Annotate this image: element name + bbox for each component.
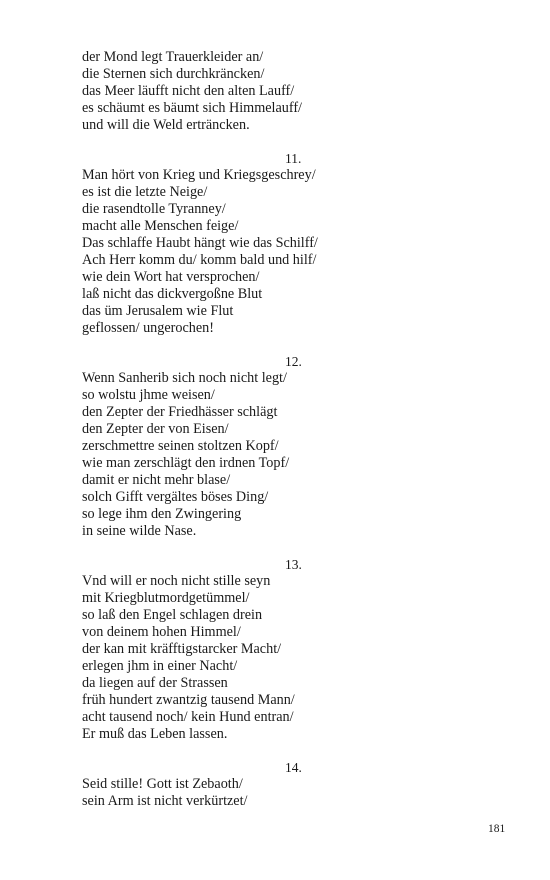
verse-line: Wenn Sanherib sich noch nicht legt/ xyxy=(82,370,287,386)
verse-line: den Zepter der Friedhässer schlägt xyxy=(82,404,278,420)
verse-line: der Mond legt Trauerkleider an/ xyxy=(82,49,264,65)
verse-line: sein Arm ist nicht verkürtzet/ xyxy=(82,793,248,809)
verse-line: die Sternen sich durchkräncken/ xyxy=(82,66,265,82)
verse-line: der kan mit kräfftigstarcker Macht/ xyxy=(82,641,282,657)
verse-line: so wolstu jhme weisen/ xyxy=(82,387,215,403)
verse-line: das üm Jerusalem wie Flut xyxy=(82,303,234,319)
verse-line: Das schlaffe Haubt hängt wie das Schilff/ xyxy=(82,235,318,251)
stanza-continuation xyxy=(82,49,482,134)
verse-line: zerschmettre seinen stoltzen Kopf/ xyxy=(82,438,279,454)
stanza-number: 11. xyxy=(285,151,302,166)
verse-line: Ach Herr komm du/ komm bald und hilf/ xyxy=(82,252,317,268)
stanza-11 xyxy=(82,150,482,337)
verse-line: so laß den Engel schlagen drein xyxy=(82,607,263,623)
stanza-13 xyxy=(82,556,482,743)
verse-line: wie man zerschlägt den irdnen Topf/ xyxy=(82,455,290,471)
stanza-12 xyxy=(82,353,482,540)
verse-line: solch Gifft vergältes böses Ding/ xyxy=(82,489,269,505)
verse-line: Man hört von Krieg und Kriegsgeschrey/ xyxy=(82,167,316,183)
stanza-number: 13. xyxy=(285,557,302,572)
verse-line: Vnd will er noch nicht stille seyn xyxy=(82,573,271,589)
verse-line: früh hundert zwantzig tausend Mann/ xyxy=(82,692,295,708)
verse-line: erlegen jhm in einer Nacht/ xyxy=(82,658,238,674)
stanza-number: 14. xyxy=(285,760,302,775)
verse-line: wie dein Wort hat versprochen/ xyxy=(82,269,260,285)
verse-line: laß nicht das dickvergoßne Blut xyxy=(82,286,263,302)
verse-line: mit Kriegblutmordgetümmel/ xyxy=(82,590,250,606)
verse-line: da liegen auf der Strassen xyxy=(82,675,228,691)
stanza-14 xyxy=(82,759,482,810)
verse-line: so lege ihm den Zwingering xyxy=(82,506,242,522)
verse-line: geflossen/ ungerochen! xyxy=(82,320,214,336)
verse-line: macht alle Menschen feige/ xyxy=(82,218,239,234)
page-number: 181 xyxy=(488,823,506,835)
verse-line: es ist die letzte Neige/ xyxy=(82,184,208,200)
verse-line: acht tausend noch/ kein Hund entran/ xyxy=(82,709,294,725)
verse-line: den Zepter der von Eisen/ xyxy=(82,421,229,437)
stanza-number: 12. xyxy=(285,354,302,369)
verse-line: in seine wilde Nase. xyxy=(82,523,197,539)
poem-text xyxy=(82,49,482,810)
verse-line: damit er nicht mehr blase/ xyxy=(82,472,231,488)
verse-line: das Meer läufft nicht den alten Lauff/ xyxy=(82,83,295,99)
verse-line: die rasendtolle Tyranney/ xyxy=(82,201,226,217)
verse-line: von deinem hohen Himmel/ xyxy=(82,624,241,640)
verse-line: und will die Weld erträncken. xyxy=(82,117,250,133)
verse-line: Er muß das Leben lassen. xyxy=(82,726,228,742)
verse-line: es schäumt es bäumt sich Himmelauff/ xyxy=(82,100,302,116)
verse-line: Seid stille! Gott ist Zebaoth/ xyxy=(82,776,243,792)
